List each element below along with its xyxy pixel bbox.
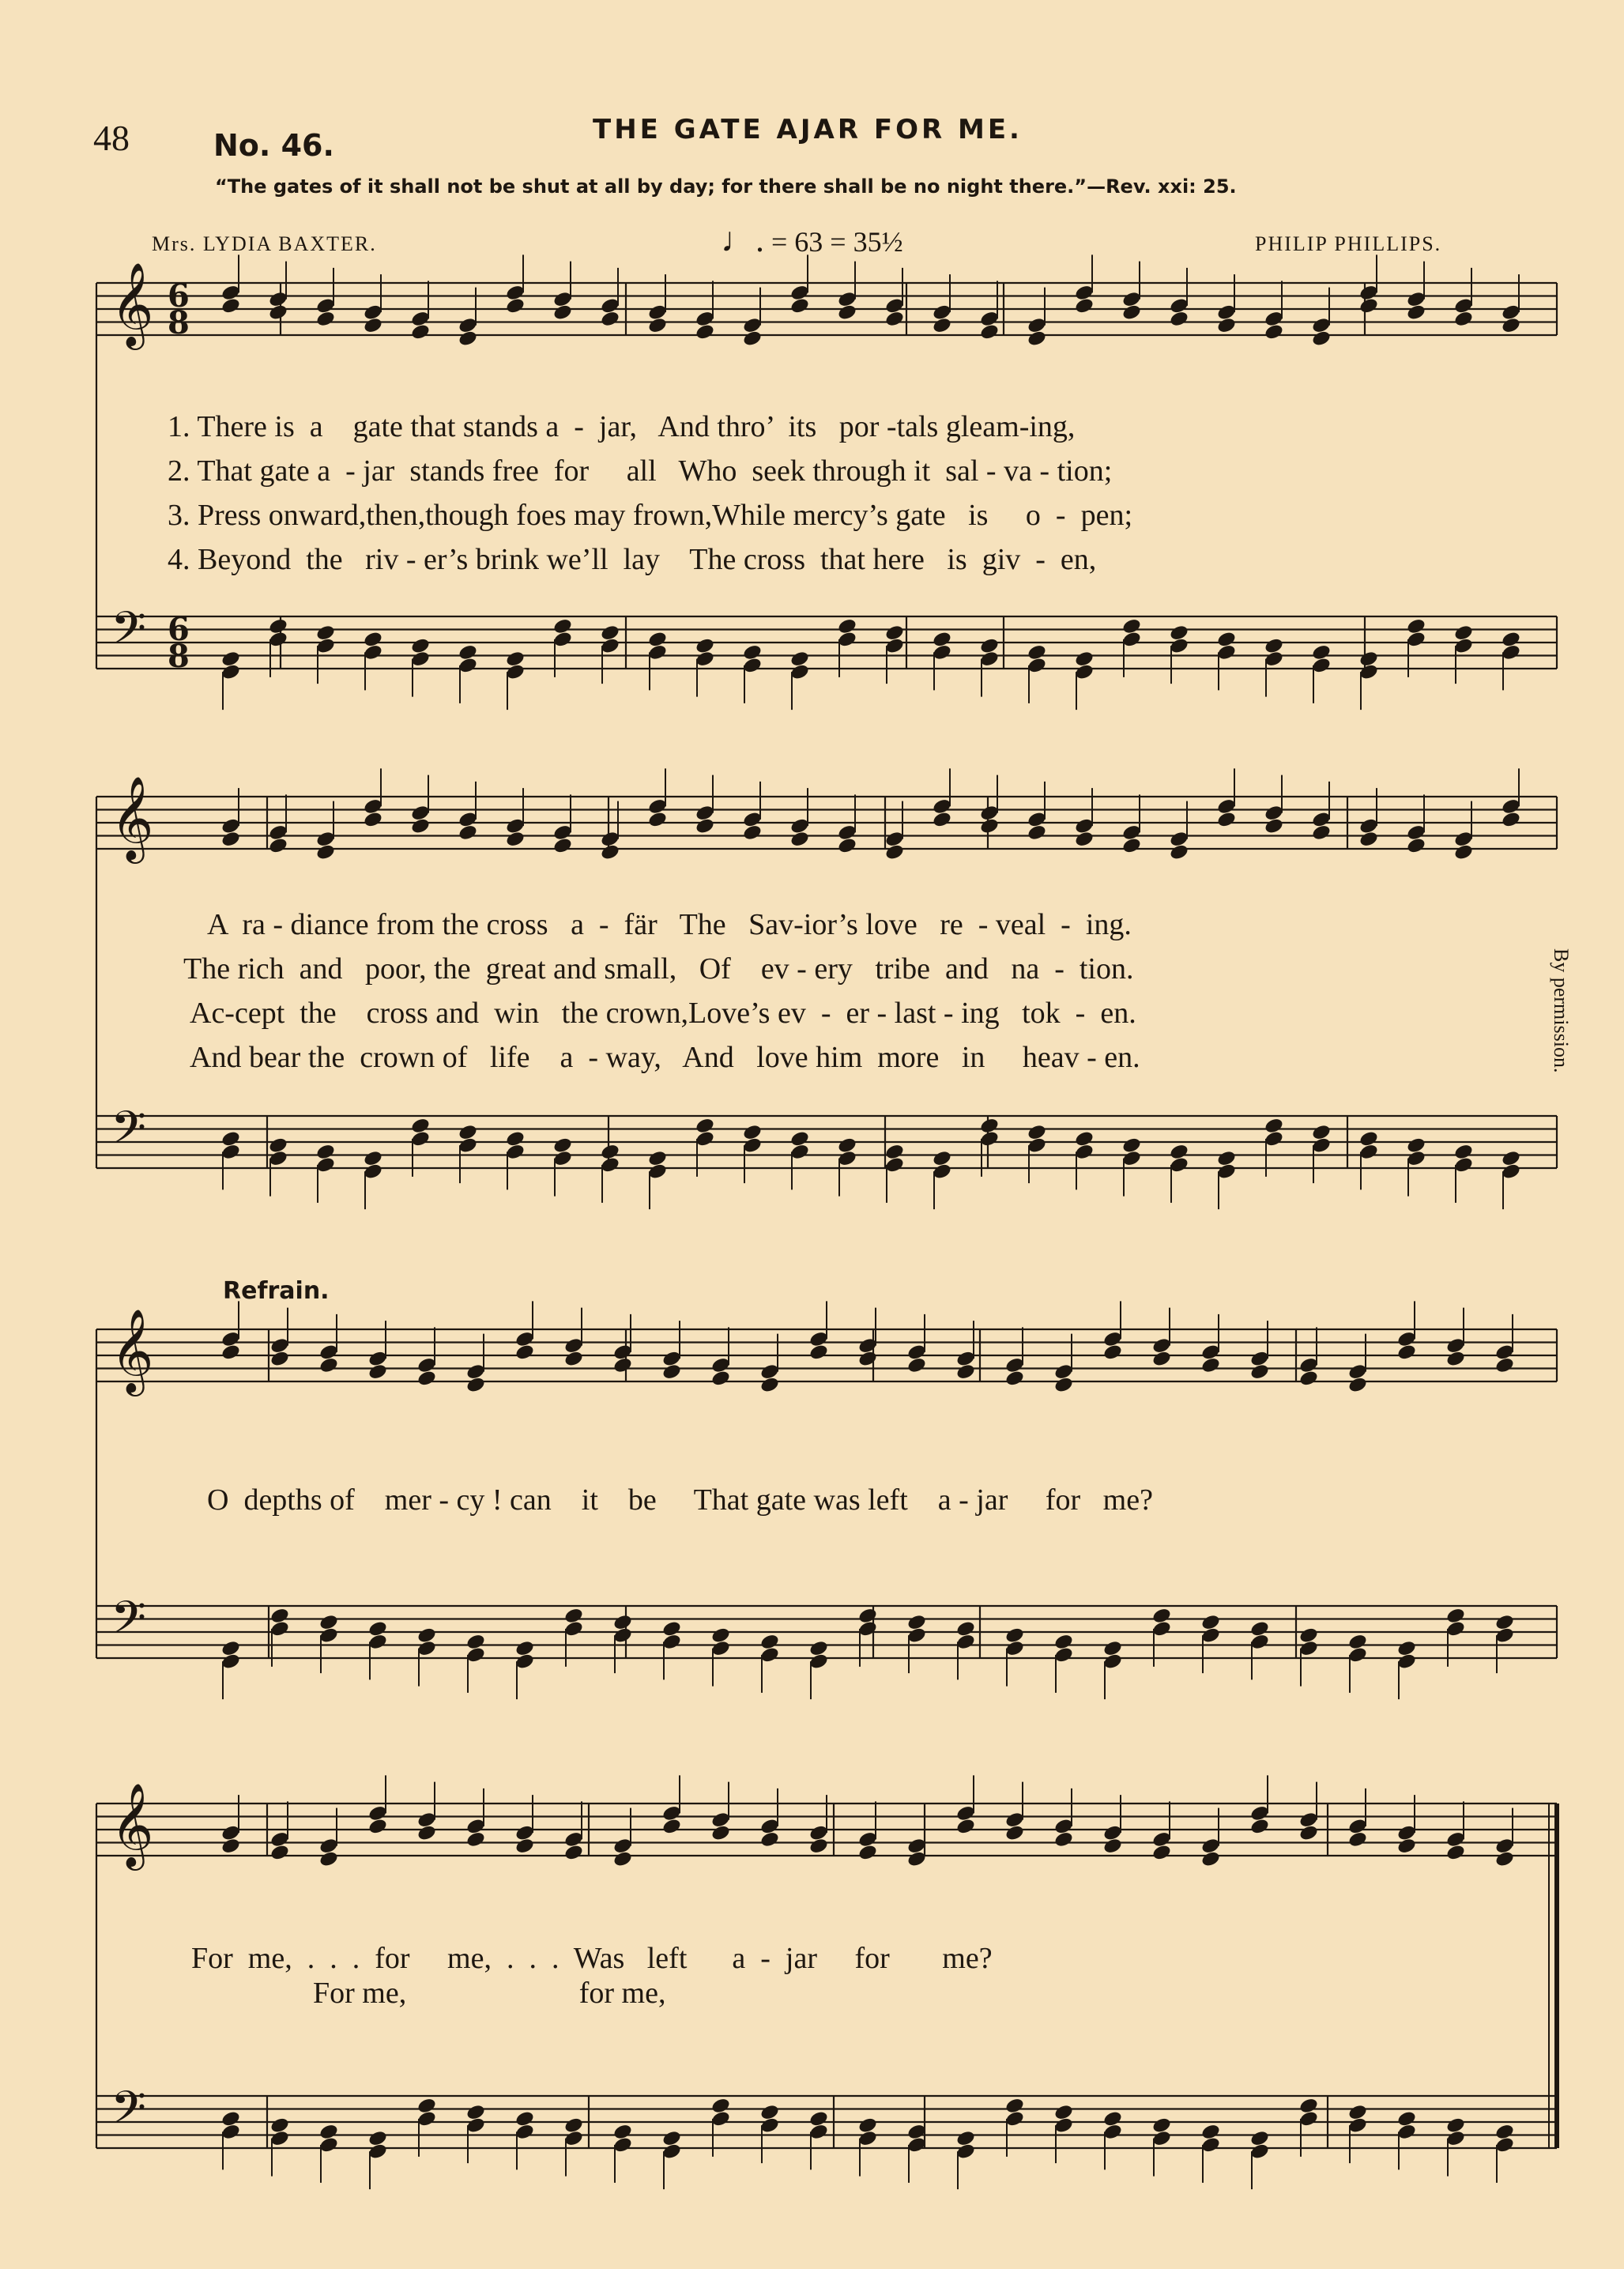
- notehead: [661, 2129, 682, 2147]
- notehead: [1102, 1343, 1123, 1361]
- notehead: [612, 1850, 633, 1868]
- notehead: [269, 1843, 290, 1861]
- notehead: [647, 1149, 668, 1167]
- notehead: [1169, 310, 1189, 328]
- notehead: [416, 2097, 437, 2115]
- notehead: [759, 1376, 780, 1394]
- notehead: [837, 836, 857, 854]
- notehead: [363, 630, 383, 648]
- notehead: [1249, 2129, 1270, 2147]
- notehead: [1121, 617, 1142, 635]
- notehead: [315, 624, 336, 642]
- notehead: [1445, 2116, 1466, 2135]
- notehead: [1004, 2097, 1025, 2115]
- notehead: [884, 843, 905, 861]
- notehead: [837, 617, 857, 635]
- notehead: [514, 1343, 535, 1361]
- notehead: [710, 1824, 731, 1842]
- notehead: [695, 817, 715, 835]
- notehead: [1494, 1613, 1515, 1631]
- notehead: [1121, 1136, 1142, 1155]
- notehead: [1121, 836, 1142, 854]
- notehead: [1151, 1607, 1172, 1625]
- notehead: [505, 830, 526, 848]
- notehead: [1358, 830, 1379, 848]
- notehead: [1102, 2109, 1123, 2128]
- notehead: [552, 836, 573, 854]
- notehead: [1264, 322, 1284, 341]
- notehead: [220, 1639, 241, 1657]
- notehead: [465, 1376, 486, 1394]
- notehead: [505, 296, 526, 315]
- notehead: [465, 1633, 486, 1651]
- notehead: [458, 824, 478, 842]
- notehead: [318, 2123, 339, 2141]
- notehead: [315, 1143, 336, 1161]
- notehead: [1445, 1350, 1466, 1368]
- notehead: [857, 1843, 878, 1861]
- notehead: [1169, 624, 1189, 642]
- verse-line-3b: Ac-cept the cross and win the crown,Love’s ev - er - last - ing tok - en.: [190, 997, 1136, 1030]
- verse-line-4b: And bear the crown of life a - way, And love him more in heav - en.: [190, 1041, 1140, 1074]
- notehead: [1298, 1626, 1319, 1645]
- author-credit: Mrs. LYDIA BAXTER.: [152, 232, 377, 255]
- notehead: [695, 1117, 715, 1135]
- notehead: [318, 1850, 339, 1868]
- notehead: [742, 1123, 763, 1141]
- time-signature-top: 6: [168, 277, 190, 315]
- notehead: [1445, 1843, 1466, 1861]
- notehead: [505, 650, 526, 668]
- notehead: [759, 2103, 780, 2121]
- bass-clef-icon: 𝄢: [111, 601, 147, 666]
- notehead: [789, 296, 810, 315]
- notehead: [410, 322, 431, 341]
- final-lyric: For me, . . . for me, . . . Was left a - jar for me?: [191, 1942, 993, 1975]
- notehead: [363, 1149, 383, 1167]
- notehead: [808, 1343, 829, 1361]
- notehead: [789, 1129, 810, 1148]
- notehead: [1453, 624, 1474, 642]
- notehead: [315, 310, 336, 328]
- notehead: [1298, 1369, 1319, 1387]
- verse-line-1b: A ra - diance from the cross a - fär The Sav-ior’s love re - veal - ing.: [207, 908, 1132, 941]
- notehead: [367, 1817, 388, 1835]
- notehead: [220, 2109, 241, 2128]
- notehead: [1501, 810, 1521, 828]
- notehead: [1501, 1149, 1521, 1167]
- notehead: [505, 1129, 526, 1148]
- notehead: [661, 1817, 682, 1835]
- page-number: 48: [93, 118, 130, 158]
- notehead: [906, 1356, 927, 1374]
- notehead: [955, 1363, 976, 1381]
- notehead: [600, 624, 620, 642]
- notehead: [1053, 1830, 1074, 1849]
- notehead: [367, 2129, 388, 2147]
- permission-note: By permission.: [1550, 948, 1573, 1073]
- notehead: [410, 1117, 431, 1135]
- notehead: [563, 1607, 584, 1625]
- notehead: [884, 624, 905, 642]
- notehead: [1102, 1639, 1123, 1657]
- time-signature-top: 6: [168, 611, 190, 648]
- notehead: [710, 1626, 731, 1645]
- notehead: [1151, 1350, 1172, 1368]
- notehead: [710, 1369, 731, 1387]
- notehead: [1311, 330, 1332, 348]
- notehead: [1347, 1633, 1368, 1651]
- notehead: [514, 1639, 535, 1657]
- notehead: [955, 1619, 976, 1638]
- notehead: [789, 830, 810, 848]
- notehead: [600, 1143, 620, 1161]
- notehead: [1494, 1850, 1515, 1868]
- notehead: [1396, 1639, 1417, 1657]
- notehead: [1358, 296, 1379, 315]
- notehead: [1053, 2103, 1074, 2121]
- notehead: [1200, 1850, 1221, 1868]
- notehead: [647, 630, 668, 648]
- treble-clef-icon: 𝄞: [111, 262, 154, 346]
- notehead: [1200, 1613, 1221, 1631]
- notehead: [1216, 630, 1237, 648]
- notehead: [1494, 1356, 1515, 1374]
- notehead: [1216, 1149, 1237, 1167]
- notehead: [458, 1123, 478, 1141]
- notehead: [1406, 1136, 1426, 1155]
- notehead: [1004, 1626, 1025, 1645]
- notehead: [416, 1626, 437, 1645]
- notehead: [220, 1129, 241, 1148]
- notehead: [1396, 1343, 1417, 1361]
- verse-line-3a: 3. Press onward,then,though foes may frown,While mercy’s gate is o - pen;: [168, 499, 1133, 532]
- notehead: [318, 1613, 339, 1631]
- notehead: [857, 2116, 878, 2135]
- notehead: [1249, 1817, 1270, 1835]
- notehead: [1200, 1356, 1221, 1374]
- notehead: [1074, 830, 1095, 848]
- clefs: [111, 262, 190, 2146]
- notehead: [600, 310, 620, 328]
- notehead: [661, 1619, 682, 1638]
- notehead: [932, 316, 952, 334]
- notehead: [979, 1117, 1000, 1135]
- notehead: [979, 322, 1000, 341]
- notehead: [808, 1837, 829, 1855]
- notehead: [612, 2123, 633, 2141]
- time-signature-bottom: 8: [168, 304, 190, 341]
- notehead: [906, 1613, 927, 1631]
- notehead: [955, 1817, 976, 1835]
- notehead: [857, 1350, 878, 1368]
- notehead: [1311, 643, 1332, 661]
- notehead: [552, 617, 573, 635]
- notehead: [315, 843, 336, 861]
- notehead: [1074, 650, 1095, 668]
- notehead: [363, 810, 383, 828]
- notehead: [1151, 1843, 1172, 1861]
- notehead: [695, 637, 715, 655]
- notehead: [884, 310, 905, 328]
- notehead: [955, 2129, 976, 2147]
- notehead: [612, 1356, 633, 1374]
- notehead: [612, 1613, 633, 1631]
- notehead: [979, 637, 1000, 655]
- notehead: [1311, 824, 1332, 842]
- notehead: [661, 1363, 682, 1381]
- bass-clef-icon: 𝄢: [111, 2081, 147, 2146]
- notehead: [269, 1607, 290, 1625]
- notehead: [1027, 1123, 1047, 1141]
- notehead: [932, 630, 952, 648]
- notehead: [1053, 1633, 1074, 1651]
- notehead: [1169, 843, 1189, 861]
- notehead: [1074, 1129, 1095, 1148]
- refrain-label: Refrain.: [223, 1277, 330, 1305]
- notehead: [269, 1350, 290, 1368]
- time-signature-bottom: 8: [168, 638, 190, 675]
- notehead: [563, 1843, 584, 1861]
- notehead: [220, 650, 241, 668]
- notehead: [1396, 2109, 1417, 2128]
- notehead: [1027, 330, 1047, 348]
- scripture-epigraph: “The gates of it shall not be shut at all by day; for there shall be no night there.”—Rev. xxi: 25.: [215, 175, 1237, 198]
- notehead: [1358, 1129, 1379, 1148]
- notehead: [1347, 1830, 1368, 1849]
- verse-line-4a: 4. Beyond the riv - er’s brink we’ll lay The cross that here is giv - en,: [168, 543, 1097, 576]
- notehead: [416, 1369, 437, 1387]
- notehead: [837, 1136, 857, 1155]
- notehead: [857, 1607, 878, 1625]
- notehead: [1298, 1824, 1319, 1842]
- notehead: [563, 2116, 584, 2135]
- notehead: [318, 1356, 339, 1374]
- notehead: [363, 316, 383, 334]
- notehead: [1494, 2123, 1515, 2141]
- notehead: [1249, 1363, 1270, 1381]
- notehead: [220, 1343, 241, 1361]
- notehead: [1169, 1143, 1189, 1161]
- notehead: [514, 2109, 535, 2128]
- dotted-quarter-note-icon: ♩.: [721, 220, 764, 259]
- notehead: [932, 1149, 952, 1167]
- notehead: [1311, 1123, 1332, 1141]
- notehead: [220, 296, 241, 315]
- notehead: [1406, 303, 1426, 322]
- notehead: [268, 836, 288, 854]
- notehead: [884, 1143, 905, 1161]
- notehead: [563, 1350, 584, 1368]
- verse-line-2a: 2. That gate a - jar stands free for all Who seek through it sal - va - tion;: [168, 454, 1113, 488]
- final-alto-lyric: For me, for me,: [313, 1977, 666, 2010]
- notehead: [1264, 817, 1284, 835]
- notehead: [465, 2103, 486, 2121]
- notehead: [647, 810, 668, 828]
- notehead: [1200, 2123, 1221, 2141]
- notehead: [268, 1136, 288, 1155]
- treble-clef-icon: 𝄞: [111, 775, 154, 860]
- notehead: [647, 316, 668, 334]
- notehead: [1249, 1619, 1270, 1638]
- verse-line-1a: 1. There is a gate that stands a - jar, And thro’ its por -tals gleam-ing,: [168, 410, 1076, 443]
- notehead: [1445, 1607, 1466, 1625]
- notehead: [1396, 1837, 1417, 1855]
- notehead: [552, 303, 573, 322]
- notehead: [268, 617, 288, 635]
- notehead: [1347, 1376, 1368, 1394]
- notehead: [742, 643, 763, 661]
- notehead: [458, 643, 478, 661]
- notehead: [759, 1830, 780, 1849]
- notehead: [220, 830, 241, 848]
- notehead: [1102, 1837, 1123, 1855]
- notehead: [759, 1633, 780, 1651]
- notehead: [1347, 2103, 1368, 2121]
- tempo-value: = 63 = 35½: [764, 226, 903, 258]
- hymn-number: No. 46.: [213, 128, 334, 163]
- notehead: [710, 2097, 731, 2115]
- notehead: [1501, 630, 1521, 648]
- notehead: [932, 810, 952, 828]
- notehead: [1151, 2116, 1172, 2135]
- notehead: [742, 824, 763, 842]
- bass-clef-icon: 𝄢: [111, 1591, 147, 1656]
- bass-clef-icon: 𝄢: [111, 1101, 147, 1166]
- composer-credit: PHILIP PHILLIPS.: [1255, 232, 1442, 255]
- notehead: [789, 650, 810, 668]
- notehead: [600, 843, 620, 861]
- notehead: [1406, 617, 1426, 635]
- notehead: [220, 1837, 241, 1855]
- notehead: [1004, 1369, 1025, 1387]
- notehead: [1027, 643, 1047, 661]
- notehead: [979, 817, 1000, 835]
- notehead: [808, 1639, 829, 1657]
- notehead: [552, 1136, 573, 1155]
- notehead: [1298, 2097, 1319, 2115]
- notehead: [837, 303, 857, 322]
- notehead: [465, 1830, 486, 1849]
- notehead: [367, 1363, 388, 1381]
- notehead: [268, 303, 288, 322]
- notehead: [416, 1824, 437, 1842]
- notehead: [367, 1619, 388, 1638]
- treble-clef-icon: 𝄞: [111, 1782, 154, 1867]
- notehead: [1004, 1824, 1025, 1842]
- noteheads: [220, 254, 1521, 2189]
- verse-line-2b: The rich and poor, the great and small, Of ev - ery tribe and na - tion.: [183, 952, 1134, 986]
- staff-lines: [96, 283, 1557, 2148]
- notehead: [1264, 1117, 1284, 1135]
- notehead: [1358, 650, 1379, 668]
- notehead: [1216, 316, 1237, 334]
- notehead: [1453, 1143, 1474, 1161]
- notehead: [1027, 824, 1047, 842]
- notehead: [742, 330, 763, 348]
- hymn-title: THE GATE AJAR FOR ME.: [593, 114, 1023, 145]
- notehead: [410, 817, 431, 835]
- notehead: [1453, 843, 1474, 861]
- notehead: [808, 2109, 829, 2128]
- notehead: [1264, 637, 1284, 655]
- notehead: [695, 322, 715, 341]
- notehead: [458, 330, 478, 348]
- notehead: [1453, 310, 1474, 328]
- notehead: [1406, 836, 1426, 854]
- notehead: [269, 2116, 290, 2135]
- notehead: [1053, 1376, 1074, 1394]
- notehead: [1121, 303, 1142, 322]
- notehead: [1216, 810, 1237, 828]
- notehead: [1074, 296, 1095, 315]
- refrain-lyric: O depths of mer - cy ! can it be That gate was left a - jar for me?: [207, 1483, 1153, 1517]
- notehead: [1501, 316, 1521, 334]
- notehead: [410, 637, 431, 655]
- notehead: [514, 1837, 535, 1855]
- treble-clef-icon: 𝄞: [111, 1308, 154, 1393]
